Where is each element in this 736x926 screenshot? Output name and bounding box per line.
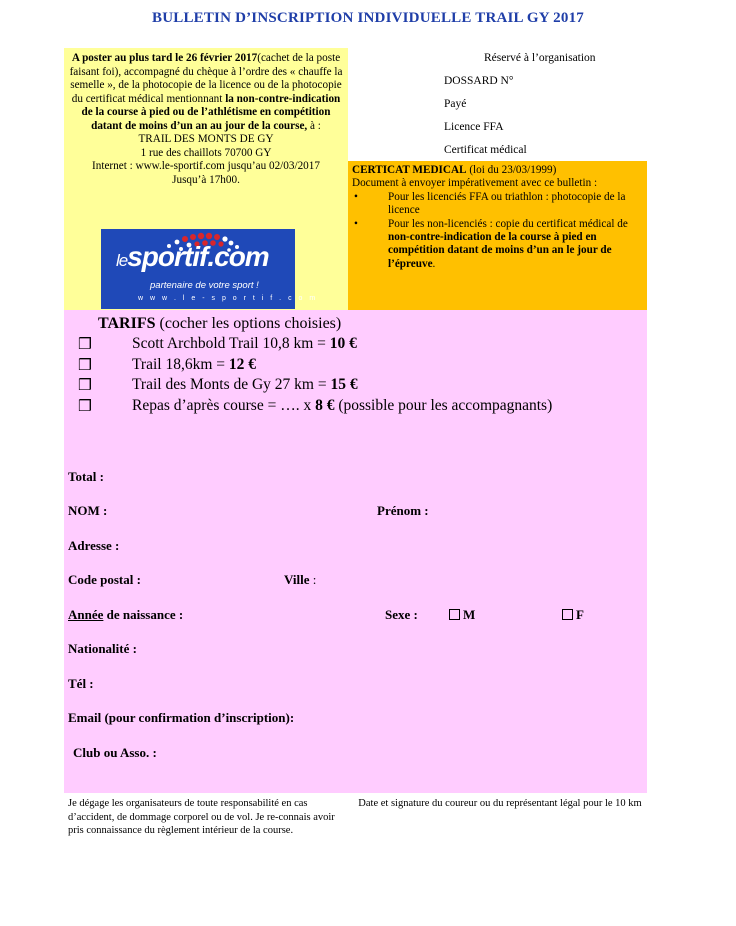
tarif-option-4[interactable] [78, 397, 553, 416]
reserved-dossard: DOSSARD N° [444, 75, 514, 87]
nom-label: NOM : [68, 503, 108, 518]
bullet-icon: • [354, 190, 358, 203]
tarif-option-4-label: Repas d’après course = …. x 8 € (possible pour les accompagnants) [132, 397, 553, 414]
checkbox-icon[interactable] [562, 609, 573, 620]
certificate-bullet-2 [352, 218, 645, 272]
bullet-icon: • [354, 217, 358, 230]
tarif-option-1-label: Scott Archbold Trail 10,8 km = 10 € [132, 335, 357, 352]
tarif-option-3-label: Trail des Monts de Gy 27 km = 15 € [132, 376, 358, 393]
ville-label: Ville : [284, 572, 317, 587]
signature-instruction: Date et signature du coureur ou du représentant légal pour le 10 km [358, 798, 642, 809]
sexe-label: Sexe : [385, 607, 418, 622]
instructions-body: (cachet de la poste faisant foi), accompagné du chèque à l’ordre des « chauffe la semelle », de la photocopie de la licence ou de la photocopie du certificat médical mentionnant [69, 52, 343, 105]
certificate-text [352, 164, 645, 271]
certificate-list [352, 191, 645, 271]
logo-word: sportif [127, 241, 208, 272]
sexe-m-option[interactable]: M [449, 607, 475, 623]
instructions-suffix: à : [307, 119, 321, 132]
liability-disclaimer: Je dégage les organisateurs de toute responsabilité en cas d’accident, de dommage corporel ou de vol. Je re-connais avoir pris connaissance du règlement intérieur de la course. [68, 798, 335, 836]
certificate-title: CERTICAT MEDICAL [352, 164, 467, 176]
instructions-text [66, 52, 346, 187]
logo-tagline: partenaire de votre sport ! [150, 280, 259, 291]
medical-requirement: la non-contre-indication de la course à pied ou de l’athlétisme en compétition datant de moins d’un an au jour de la course, [81, 92, 341, 132]
logo-dotcom: .com [207, 241, 269, 272]
prenom-label: Prénom : [377, 503, 429, 518]
certificate-subtitle: Document à envoyer impérativement avec ce bulletin : [352, 177, 598, 190]
certificate-bullet-1-text: Pour les licenciés FFA ou triathlon : photocopie de la licence [388, 190, 626, 217]
tarifs-instructions: (cocher les options choisies) [155, 315, 342, 332]
certificate-bullet-2-text: Pour les non-licenciés : copie du certificat médical de [388, 217, 628, 230]
address-line-3: Internet : www.le-sportif.com jusqu’au 02/03/2017 [92, 160, 320, 172]
checkbox-icon[interactable]: ❒ [78, 398, 92, 415]
tarif-option-1[interactable] [78, 335, 357, 354]
checkbox-icon[interactable]: ❒ [78, 377, 92, 394]
tarif-option-2[interactable] [78, 356, 256, 375]
adresse-label: Adresse : [68, 538, 120, 553]
certificate-bullet-2-bold: non-contre-indication de la course à pied en compétition datant de moins d’un an le jour de l’épreuve [388, 231, 612, 270]
reserved-paye: Payé [444, 98, 467, 110]
annee-naissance-label: Année de naissance : [68, 607, 184, 622]
tarifs-label: TARIFS [98, 315, 156, 332]
logo-url: w w w . l e - s p o r t i f . c o m [138, 295, 318, 302]
logo-le: le [116, 251, 128, 270]
checkbox-icon[interactable] [449, 609, 460, 620]
tarifs-heading [98, 315, 341, 333]
reserved-licence: Licence FFA [444, 121, 504, 133]
reserved-certificat: Certificat médical [444, 144, 527, 156]
tarif-option-2-label: Trail 18,6km = 12 € [132, 356, 256, 373]
total-label: Total : [68, 469, 104, 484]
address-line-4: Jusqu’à 17h00. [172, 173, 240, 186]
club-label: Club ou Asso. : [73, 745, 157, 760]
checkbox-icon[interactable]: ❒ [78, 336, 92, 353]
nationalite-label: Nationalité : [68, 641, 137, 656]
code-postal-label: Code postal : [68, 572, 141, 587]
email-label: Email (pour confirmation d’inscription): [68, 710, 295, 725]
address-line-2: 1 rue des chaillots 70700 GY [140, 146, 272, 159]
logo-wordmark [116, 241, 269, 273]
certificate-bullet-2-end: . [432, 257, 436, 270]
page-title: BULLETIN D’INSCRIPTION INDIVIDUELLE TRAIL GY 2017 [152, 10, 584, 26]
certificate-law: (loi du 23/03/1999) [466, 164, 557, 176]
sexe-f-option[interactable]: F [562, 607, 584, 623]
certificate-bullet-1 [352, 191, 645, 218]
deadline-text: A poster au plus tard le 26 février 2017 [71, 52, 258, 64]
address-line-1: TRAIL DES MONTS DE GY [138, 133, 274, 145]
tel-label: Tél : [68, 676, 94, 691]
tarif-option-3[interactable] [78, 376, 358, 395]
reserved-title: Réservé à l’organisation [484, 52, 596, 64]
checkbox-icon[interactable]: ❒ [78, 357, 92, 374]
